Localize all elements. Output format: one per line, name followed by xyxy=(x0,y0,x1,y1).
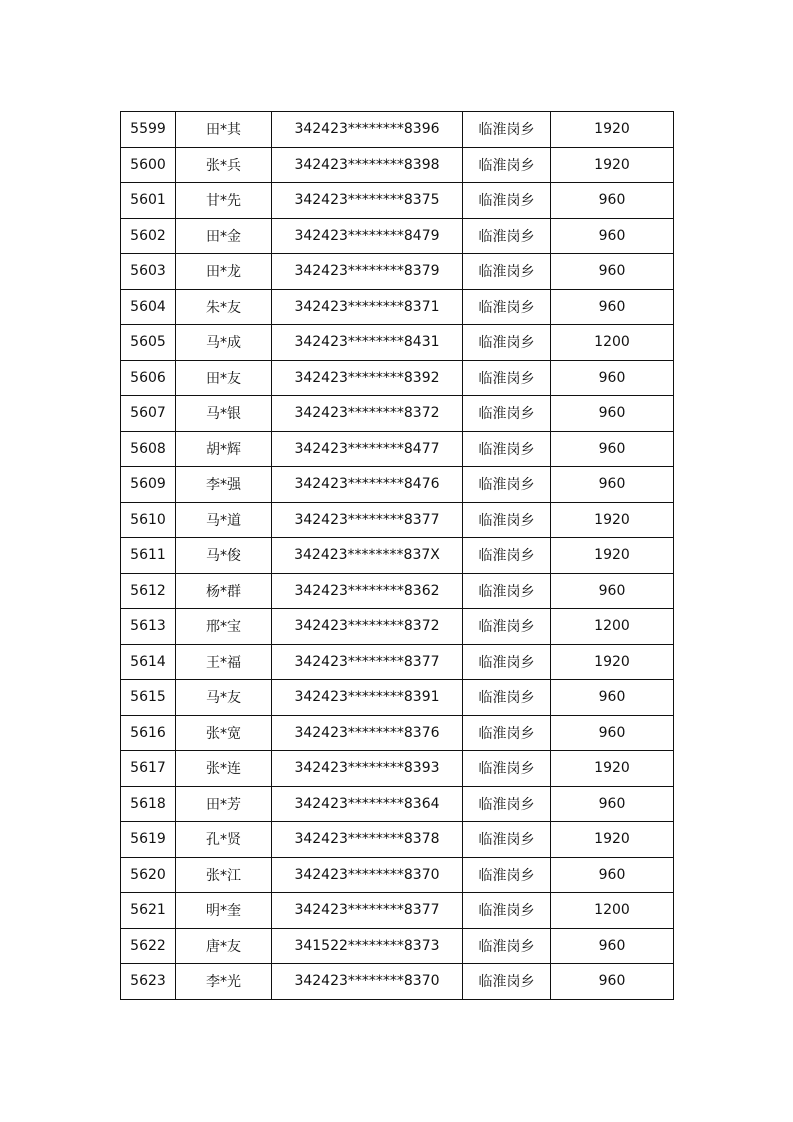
id-number-cell: 342423********8431 xyxy=(272,325,463,361)
township-cell: 临淮岗乡 xyxy=(463,183,551,219)
serial-number-cell: 5605 xyxy=(121,325,176,361)
township-cell: 临淮岗乡 xyxy=(463,786,551,822)
table-row xyxy=(121,396,674,432)
table-row xyxy=(121,680,674,716)
serial-number-cell: 5610 xyxy=(121,502,176,538)
township-cell: 临淮岗乡 xyxy=(463,573,551,609)
name-cell: 田*芳 xyxy=(176,786,272,822)
township-cell: 临淮岗乡 xyxy=(463,431,551,467)
name-cell: 田*友 xyxy=(176,360,272,396)
name-cell: 明*奎 xyxy=(176,893,272,929)
id-number-cell: 342423********8364 xyxy=(272,786,463,822)
township-cell: 临淮岗乡 xyxy=(463,751,551,787)
id-number-cell: 342423********8396 xyxy=(272,112,463,148)
serial-number-cell: 5606 xyxy=(121,360,176,396)
name-cell: 田*金 xyxy=(176,218,272,254)
township-cell: 临淮岗乡 xyxy=(463,644,551,680)
table-row xyxy=(121,289,674,325)
amount-cell: 1920 xyxy=(551,112,674,148)
township-cell: 临淮岗乡 xyxy=(463,325,551,361)
table-row xyxy=(121,893,674,929)
table-row xyxy=(121,431,674,467)
id-number-cell: 342423********8371 xyxy=(272,289,463,325)
amount-cell: 1200 xyxy=(551,325,674,361)
serial-number-cell: 5608 xyxy=(121,431,176,467)
name-cell: 孔*贤 xyxy=(176,822,272,858)
id-number-cell: 342423********837X xyxy=(272,538,463,574)
township-cell: 临淮岗乡 xyxy=(463,360,551,396)
amount-cell: 960 xyxy=(551,289,674,325)
name-cell: 李*强 xyxy=(176,467,272,503)
serial-number-cell: 5619 xyxy=(121,822,176,858)
serial-number-cell: 5612 xyxy=(121,573,176,609)
township-cell: 临淮岗乡 xyxy=(463,609,551,645)
serial-number-cell: 5601 xyxy=(121,183,176,219)
serial-number-cell: 5614 xyxy=(121,644,176,680)
id-number-cell: 342423********8379 xyxy=(272,254,463,290)
table-row xyxy=(121,644,674,680)
name-cell: 邢*宝 xyxy=(176,609,272,645)
township-cell: 临淮岗乡 xyxy=(463,218,551,254)
name-cell: 朱*友 xyxy=(176,289,272,325)
amount-cell: 960 xyxy=(551,857,674,893)
table-row xyxy=(121,751,674,787)
amount-cell: 1920 xyxy=(551,751,674,787)
amount-cell: 1200 xyxy=(551,609,674,645)
name-cell: 张*连 xyxy=(176,751,272,787)
serial-number-cell: 5602 xyxy=(121,218,176,254)
name-cell: 杨*群 xyxy=(176,573,272,609)
records-table-body xyxy=(121,112,674,1000)
amount-cell: 960 xyxy=(551,218,674,254)
id-number-cell: 342423********8372 xyxy=(272,396,463,432)
amount-cell: 960 xyxy=(551,928,674,964)
amount-cell: 960 xyxy=(551,964,674,1000)
serial-number-cell: 5622 xyxy=(121,928,176,964)
id-number-cell: 342423********8377 xyxy=(272,644,463,680)
township-cell: 临淮岗乡 xyxy=(463,680,551,716)
name-cell: 马*友 xyxy=(176,680,272,716)
township-cell: 临淮岗乡 xyxy=(463,112,551,148)
amount-cell: 1920 xyxy=(551,822,674,858)
id-number-cell: 342423********8479 xyxy=(272,218,463,254)
table-row xyxy=(121,928,674,964)
township-cell: 临淮岗乡 xyxy=(463,928,551,964)
serial-number-cell: 5609 xyxy=(121,467,176,503)
township-cell: 临淮岗乡 xyxy=(463,857,551,893)
amount-cell: 1920 xyxy=(551,644,674,680)
table-row xyxy=(121,786,674,822)
id-number-cell: 342423********8378 xyxy=(272,822,463,858)
id-number-cell: 342423********8376 xyxy=(272,715,463,751)
amount-cell: 960 xyxy=(551,715,674,751)
name-cell: 张*江 xyxy=(176,857,272,893)
serial-number-cell: 5621 xyxy=(121,893,176,929)
table-row xyxy=(121,112,674,148)
name-cell: 马*成 xyxy=(176,325,272,361)
id-number-cell: 342423********8377 xyxy=(272,893,463,929)
serial-number-cell: 5620 xyxy=(121,857,176,893)
amount-cell: 960 xyxy=(551,680,674,716)
serial-number-cell: 5599 xyxy=(121,112,176,148)
amount-cell: 1920 xyxy=(551,147,674,183)
amount-cell: 960 xyxy=(551,360,674,396)
table-row xyxy=(121,609,674,645)
table-row xyxy=(121,573,674,609)
township-cell: 临淮岗乡 xyxy=(463,538,551,574)
township-cell: 临淮岗乡 xyxy=(463,715,551,751)
name-cell: 田*其 xyxy=(176,112,272,148)
serial-number-cell: 5616 xyxy=(121,715,176,751)
records-table xyxy=(120,111,674,1000)
serial-number-cell: 5603 xyxy=(121,254,176,290)
id-number-cell: 342423********8370 xyxy=(272,964,463,1000)
township-cell: 临淮岗乡 xyxy=(463,254,551,290)
amount-cell: 960 xyxy=(551,573,674,609)
serial-number-cell: 5613 xyxy=(121,609,176,645)
serial-number-cell: 5600 xyxy=(121,147,176,183)
serial-number-cell: 5611 xyxy=(121,538,176,574)
table-row xyxy=(121,538,674,574)
township-cell: 临淮岗乡 xyxy=(463,289,551,325)
id-number-cell: 342423********8477 xyxy=(272,431,463,467)
township-cell: 临淮岗乡 xyxy=(463,893,551,929)
name-cell: 马*银 xyxy=(176,396,272,432)
amount-cell: 1920 xyxy=(551,538,674,574)
id-number-cell: 342423********8362 xyxy=(272,573,463,609)
id-number-cell: 342423********8476 xyxy=(272,467,463,503)
amount-cell: 960 xyxy=(551,396,674,432)
name-cell: 甘*先 xyxy=(176,183,272,219)
township-cell: 临淮岗乡 xyxy=(463,964,551,1000)
id-number-cell: 342423********8393 xyxy=(272,751,463,787)
serial-number-cell: 5607 xyxy=(121,396,176,432)
amount-cell: 1200 xyxy=(551,893,674,929)
amount-cell: 1920 xyxy=(551,502,674,538)
id-number-cell: 342423********8370 xyxy=(272,857,463,893)
id-number-cell: 342423********8391 xyxy=(272,680,463,716)
amount-cell: 960 xyxy=(551,254,674,290)
table-row xyxy=(121,147,674,183)
id-number-cell: 342423********8375 xyxy=(272,183,463,219)
serial-number-cell: 5617 xyxy=(121,751,176,787)
id-number-cell: 342423********8392 xyxy=(272,360,463,396)
township-cell: 临淮岗乡 xyxy=(463,396,551,432)
table-row xyxy=(121,183,674,219)
amount-cell: 960 xyxy=(551,431,674,467)
table-row xyxy=(121,822,674,858)
serial-number-cell: 5618 xyxy=(121,786,176,822)
name-cell: 马*道 xyxy=(176,502,272,538)
township-cell: 临淮岗乡 xyxy=(463,822,551,858)
serial-number-cell: 5615 xyxy=(121,680,176,716)
table-row xyxy=(121,857,674,893)
id-number-cell: 341522********8373 xyxy=(272,928,463,964)
id-number-cell: 342423********8398 xyxy=(272,147,463,183)
table-row xyxy=(121,254,674,290)
table-row xyxy=(121,467,674,503)
table-row xyxy=(121,715,674,751)
name-cell: 马*俊 xyxy=(176,538,272,574)
serial-number-cell: 5623 xyxy=(121,964,176,1000)
amount-cell: 960 xyxy=(551,467,674,503)
name-cell: 胡*辉 xyxy=(176,431,272,467)
serial-number-cell: 5604 xyxy=(121,289,176,325)
id-number-cell: 342423********8377 xyxy=(272,502,463,538)
id-number-cell: 342423********8372 xyxy=(272,609,463,645)
name-cell: 王*福 xyxy=(176,644,272,680)
township-cell: 临淮岗乡 xyxy=(463,467,551,503)
amount-cell: 960 xyxy=(551,786,674,822)
name-cell: 田*龙 xyxy=(176,254,272,290)
table-row xyxy=(121,325,674,361)
name-cell: 唐*友 xyxy=(176,928,272,964)
amount-cell: 960 xyxy=(551,183,674,219)
name-cell: 张*宽 xyxy=(176,715,272,751)
table-row xyxy=(121,218,674,254)
table-row xyxy=(121,964,674,1000)
township-cell: 临淮岗乡 xyxy=(463,147,551,183)
name-cell: 李*光 xyxy=(176,964,272,1000)
table-row xyxy=(121,502,674,538)
township-cell: 临淮岗乡 xyxy=(463,502,551,538)
name-cell: 张*兵 xyxy=(176,147,272,183)
table-row xyxy=(121,360,674,396)
